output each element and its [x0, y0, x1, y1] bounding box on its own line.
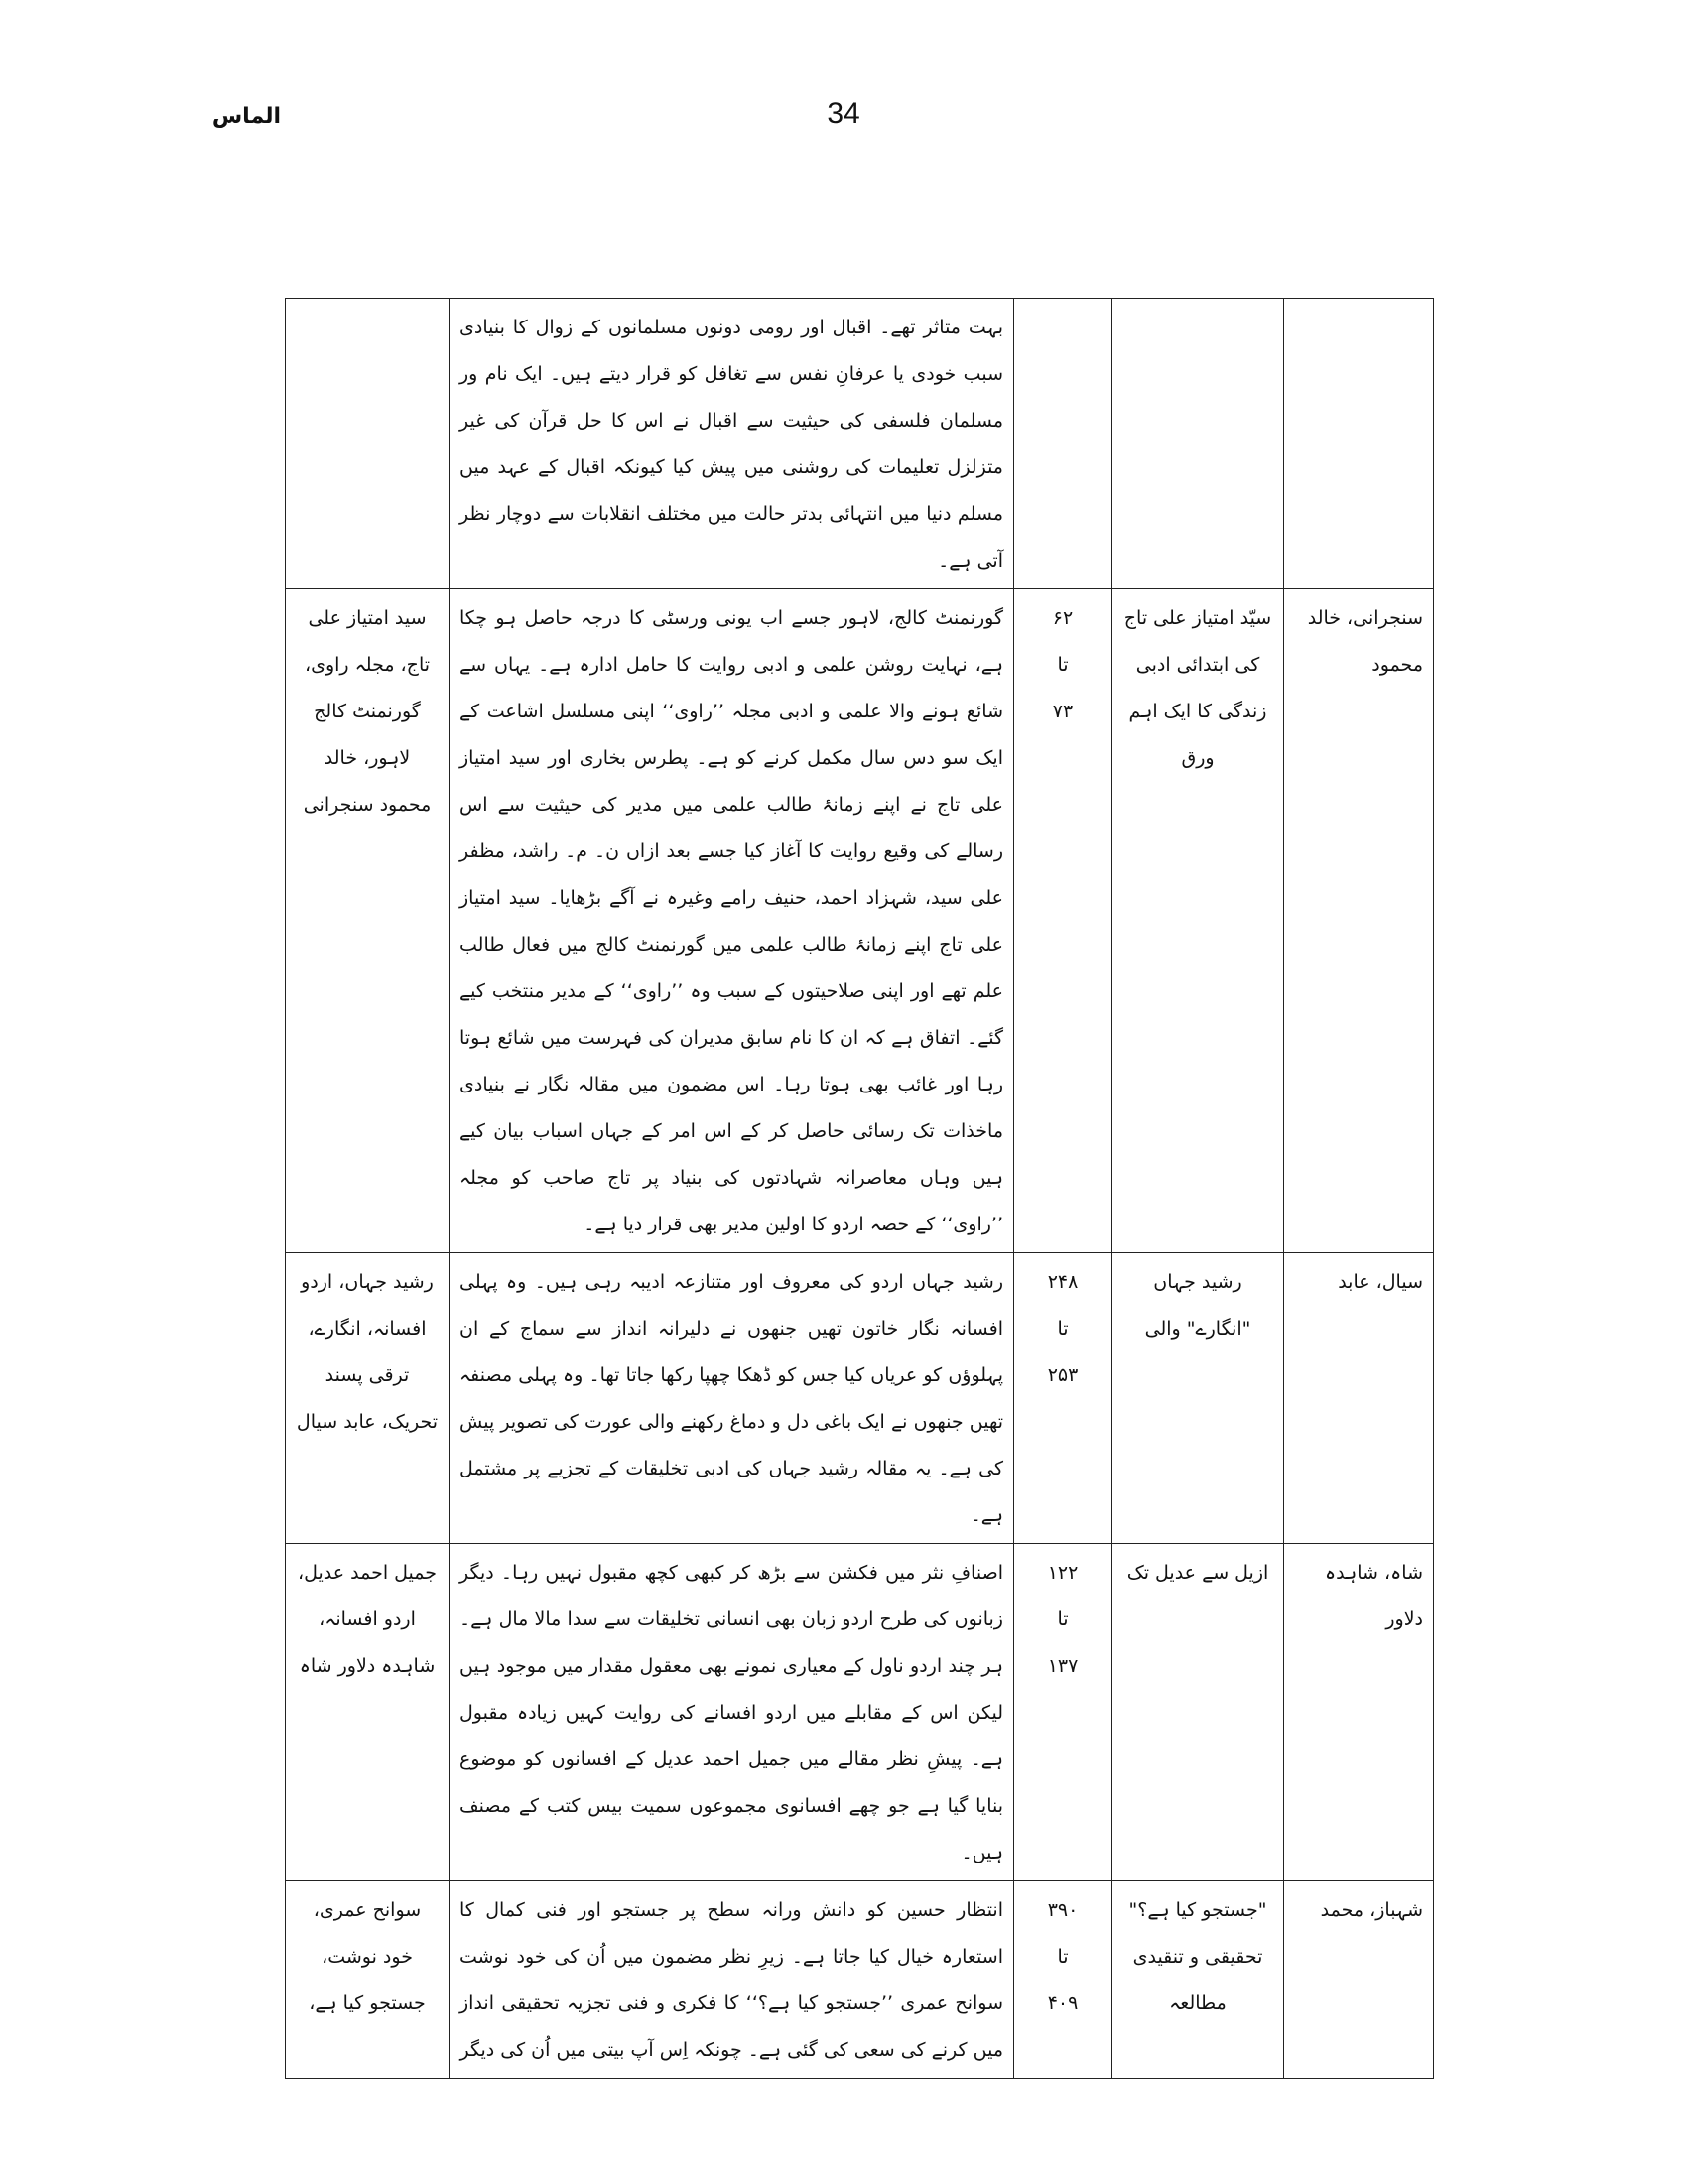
abstract-cell: بہت متاثر تھے۔ اقبال اور رومی دونوں مسلمانوں کے زوال کا بنیادی سبب خودی یا عرفانِ نفس سے تغافل کو قرار دیتے ہیں۔ ایک نام ور مسلمان فلسفی کی حیثیت سے اقبال نے اس کا حل قرآن کی غیر متزلزل تعلیمات کی روشنی میں پیش کیا کیونکہ اقبال کے عہد میں مسلم دنیا میں انتہائی بدتر حالت میں مختلف انقلابات سے دوچار نظر آتی ہے۔: [450, 299, 1014, 589]
abstract-cell: رشید جہاں اردو کی معروف اور متنازعہ ادیبہ رہی ہیں۔ وہ پہلی افسانہ نگار خاتون تھیں جنھوں نے دلیرانہ انداز سے سماج کے ان پہلوؤں کو عریاں کیا جس کو ڈھکا چھپا رکھا جاتا تھا۔ وہ پہلی مصنفہ تھیں جنھوں نے ایک باغی دل و دماغ رکھنے والی عورت کی تصویر پیش کی ہے۔ یہ مقالہ رشید جہاں کی ادبی تخلیقات کے تجزیے پر مشتمل ہے۔: [450, 1253, 1014, 1544]
title-cell: [1112, 299, 1284, 589]
title-cell: رشید جہاں "انگارے" والی: [1112, 1253, 1284, 1544]
pages-cell: [1014, 1544, 1112, 1881]
page-to: ۷۳: [1052, 701, 1074, 722]
author-cell: سنجرانی، خالد محمود: [1284, 589, 1434, 1253]
keywords-cell: [286, 299, 450, 589]
author-cell: [1284, 299, 1434, 589]
table-row: [286, 1253, 1434, 1544]
keywords-cell: سید امتیاز علی تاج، مجلہ راوی، گورنمنٹ کالج لاہور، خالد محمود سنجرانی: [286, 589, 450, 1253]
table-row: [286, 1881, 1434, 2079]
keywords-cell: جمیل احمد عدیل، اردو افسانہ، شاہدہ دلاور شاہ: [286, 1544, 450, 1881]
title-cell: ازیل سے عدیل تک: [1112, 1544, 1284, 1881]
page-sep: تا: [1057, 1608, 1069, 1630]
page-sep: تا: [1057, 1318, 1069, 1340]
author-cell: سیال، عابد: [1284, 1253, 1434, 1544]
pages-cell: [1014, 1881, 1112, 2079]
table-row: [286, 1544, 1434, 1881]
page-sep: تا: [1057, 1946, 1069, 1968]
title-cell: سیّد امتیاز علی تاج کی ابتدائی ادبی زندگی کا ایک اہم ورق: [1112, 589, 1284, 1253]
abstract-cell: گورنمنٹ کالج، لاہور جسے اب یونی ورسٹی کا درجہ حاصل ہو چکا ہے، نہایت روشن علمی و ادبی روایت کا حامل ادارہ ہے۔ یہاں سے شائع ہونے والا علمی و ادبی مجلہ ’’راوی‘‘ اپنی مسلسل اشاعت کے ایک سو دس سال مکمل کرنے کو ہے۔ پطرس بخاری اور سید امتیاز علی تاج نے اپنے زمانۂ طالب علمی میں مدیر کی حیثیت سے اس رسالے کی وقیع روایت کا آغاز کیا جسے بعد ازاں ن۔ م۔ راشد، مظفر علی سید، شہزاد احمد، حنیف رامے وغیرہ نے آگے بڑھایا۔ سید امتیاز علی تاج اپنے زمانۂ طالب علمی میں گورنمنٹ کالج میں فعال طالب علم تھے اور اپنی صلاحیتوں کے سبب وہ ’’راوی‘‘ کے مدیر منتخب کیے گئے۔ اتفاق ہے کہ ان کا نام سابق مدیران کی فہرست میں شائع ہوتا رہا اور غائب بھی ہوتا رہا۔ اس مضمون میں مقالہ نگار نے بنیادی ماخذات تک رسائی حاصل کر کے اس امر کے جہاں اسباب بیان کیے ہیں وہاں معاصرانہ شہادتوں کی بنیاد پر تاج صاحب کو مجلہ ’’راوی‘‘ کے حصہ اردو کا اولین مدیر بھی قرار دیا ہے۔: [450, 589, 1014, 1253]
keywords-cell: رشید جہاں، اردو افسانہ، انگارے، ترقی پسند تحریک، عابد سیال: [286, 1253, 450, 1544]
author-cell: شاہ، شاہدہ دلاور: [1284, 1544, 1434, 1881]
page-from: ۶۲: [1052, 607, 1074, 629]
abstract-cell: اصنافِ نثر میں فکشن سے بڑھ کر کبھی کچھ مقبول نہیں رہا۔ دیگر زبانوں کی طرح اردو زبان بھی انسانی تخلیقات سے سدا مالا مال ہے۔ ہر چند اردو ناول کے معیاری نمونے بھی معقول مقدار میں موجود ہیں لیکن اس کے مقابلے میں اردو افسانے کی روایت کہیں زیادہ مقبول ہے۔ پیشِ نظر مقالے میں جمیل احمد عدیل کے افسانوں کو موضوع بنایا گیا ہے جو چھے افسانوی مجموعوں سمیت بیس کتب کے مصنف ہیں۔: [450, 1544, 1014, 1881]
page-number: 34: [827, 97, 860, 130]
page-from: ۳۹۰: [1047, 1899, 1079, 1921]
page-from: ۲۴۸: [1047, 1271, 1079, 1293]
title-cell: "جستجو کیا ہے؟" تحقیقی و تنقیدی مطالعہ: [1112, 1881, 1284, 2079]
page-to: ۱۳۷: [1047, 1655, 1079, 1677]
table-row: [286, 299, 1434, 589]
journal-title: الماس: [211, 104, 281, 129]
keywords-cell: سوانح عمری، خود نوشت، جستجو کیا ہے،: [286, 1881, 450, 2079]
index-table: [285, 298, 1434, 2079]
author-cell: شہباز، محمد: [1284, 1881, 1434, 2079]
page-sep: تا: [1057, 654, 1069, 676]
table-row: [286, 589, 1434, 1253]
page-to: ۲۵۳: [1047, 1364, 1079, 1386]
pages-cell: [1014, 589, 1112, 1253]
page-to: ۴۰۹: [1047, 1992, 1079, 2014]
abstract-cell: انتظار حسین کو دانش ورانہ سطح پر جستجو اور فنی کمال کا استعارہ خیال کیا جاتا ہے۔ زیرِ نظر مضمون میں اُن کی خود نوشت سوانح عمری ’’جستجو کیا ہے؟‘‘ کا فکری و فنی تجزیہ تحقیقی انداز میں کرنے کی سعی کی گئی ہے۔ چونکہ اِس آپ بیتی میں اُن کی دیگر: [450, 1881, 1014, 2079]
pages-cell: [1014, 1253, 1112, 1544]
page-from: ۱۲۲: [1047, 1562, 1079, 1584]
pages-cell: [1014, 299, 1112, 589]
